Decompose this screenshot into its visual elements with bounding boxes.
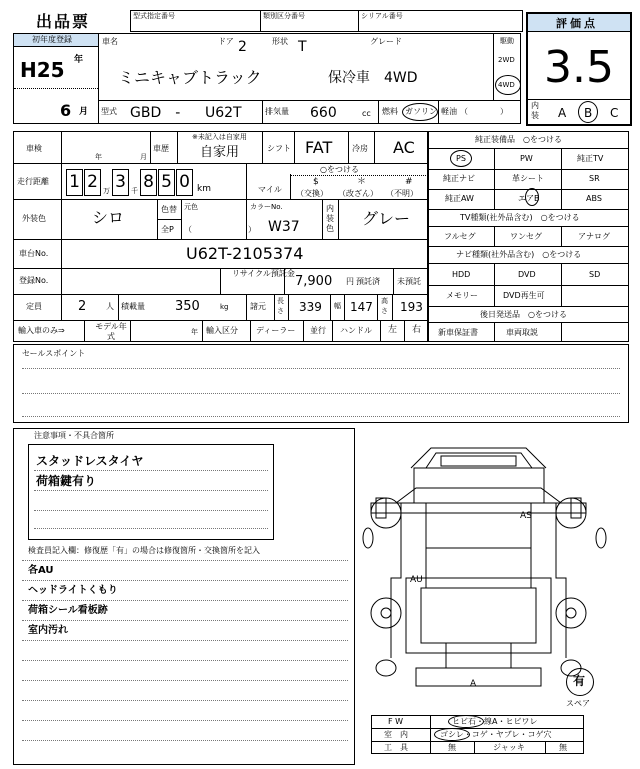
- equip-ps-circle: [450, 150, 472, 167]
- width-label: 幅: [334, 302, 341, 310]
- diagram-mark-as: AS: [520, 511, 532, 521]
- mileage-option-unknown: （不明）: [386, 189, 418, 198]
- model-year-label: モデル年式: [95, 322, 127, 341]
- handle-right: 右: [412, 325, 422, 335]
- interior-grade-c: C: [610, 106, 619, 120]
- interior-grade-a: A: [558, 106, 567, 120]
- inspection-month-unit: 月: [140, 153, 147, 161]
- deposit-paid: 預託済: [356, 277, 380, 286]
- odometer-digit-4: 8: [140, 169, 157, 196]
- interior-row-value: ゴシレ・コゲ・ヤブレ・コゲ穴: [440, 730, 552, 739]
- later-manual: 車両取説: [506, 328, 538, 337]
- equip-airbag: エアB: [518, 194, 540, 203]
- mileage-option-tampered: （改ざん）: [338, 189, 378, 198]
- mileage-unit-sen: 千: [131, 187, 138, 195]
- diagram-mark-a: A: [470, 679, 477, 689]
- interior-grade-label: 内装: [531, 101, 539, 120]
- chassis-number-label: 車台No.: [19, 249, 49, 258]
- equipment-title: 純正装備品 ○をつける: [475, 135, 562, 144]
- width-value: 147: [350, 300, 373, 314]
- fuel-value: ガソリン: [405, 107, 437, 116]
- mileage-label: 走行距離: [17, 177, 49, 186]
- type-designation-label: 型式指定番号: [133, 12, 175, 20]
- header-fields: [130, 10, 523, 32]
- fuel-label: 燃料: [382, 107, 398, 116]
- equip-tv: 純正TV: [577, 154, 604, 163]
- inspector-item-2: ヘッドライトくもり: [28, 585, 118, 596]
- import-type-label: 輸入区分: [206, 326, 238, 335]
- interior-grade-b: B: [584, 106, 593, 120]
- shape-label: 形状: [272, 37, 288, 46]
- car-name-value: ミニキャブトラック: [118, 68, 262, 87]
- navi-dvd-play: DVD再生可: [503, 291, 545, 300]
- vehicle-diagram: [356, 428, 628, 708]
- length-label: 長さ: [277, 297, 284, 315]
- tv-oneseg: ワンセグ: [510, 232, 542, 241]
- mileage-option-exchanged: （交換）: [296, 189, 328, 198]
- drive-2wd: 2WD: [498, 56, 515, 64]
- equip-sr: SR: [589, 174, 600, 183]
- car-name-label: 車名: [102, 37, 118, 46]
- equip-pw: PW: [520, 154, 533, 163]
- original-color-label: 元色: [184, 203, 198, 211]
- fw-label: F W: [388, 717, 404, 726]
- spare-label: スペア: [566, 699, 590, 708]
- import-parallel: 並行: [310, 326, 326, 335]
- registration-year-unit: 年: [74, 55, 84, 65]
- light-oil-label: 軽油: [441, 107, 457, 116]
- first-registration-label: 初年度登録: [32, 35, 72, 44]
- inspector-item-4: 室内汚れ: [28, 625, 68, 636]
- import-dealer: ディーラー: [256, 326, 296, 335]
- drive-4wd: 4WD: [498, 81, 515, 89]
- fuel-selected-circle: [402, 103, 438, 121]
- full-paint-label: 全P: [161, 225, 174, 234]
- deposit-unpaid: 未預託: [397, 277, 421, 286]
- interior-color-label: 内装色: [326, 204, 334, 233]
- interior-grade-selected-circle: [578, 101, 598, 123]
- ac-label: 冷房: [352, 144, 368, 153]
- mile-label: マイル: [258, 185, 282, 194]
- ac-value: AC: [393, 138, 415, 157]
- tools-cell-2: ジャッキ: [493, 743, 525, 752]
- sales-point-label: セールスポイント: [22, 349, 86, 358]
- equip-leather: 革シート: [512, 174, 544, 183]
- fw-value: ヒビ石・線A・ヒビワレ: [452, 717, 538, 726]
- inspection-year-unit: 年: [95, 153, 102, 161]
- odometer-digit-5: 5: [158, 169, 175, 196]
- color-no-value: W37: [268, 219, 300, 235]
- drive-selected-circle: [495, 75, 521, 95]
- note-item-1: スタッドレスタイヤ: [36, 454, 144, 468]
- mileage-unit-km: km: [197, 184, 211, 194]
- history-value: 自家用: [200, 145, 240, 160]
- spare-value: 有: [573, 674, 586, 688]
- inspector-item-3: 荷箱シール看板跡: [28, 605, 108, 616]
- handle-label: ハンドル: [340, 326, 372, 335]
- height-label: 高さ: [381, 297, 388, 315]
- navi-dvd: DVD: [518, 270, 536, 279]
- doors-value: 2: [238, 39, 247, 55]
- navi-memory: メモリー: [446, 291, 478, 300]
- score-label: 評価点: [556, 17, 598, 30]
- serial-number-label: シリアル番号: [361, 12, 403, 20]
- capacity-unit: 人: [106, 302, 114, 311]
- displacement-unit: cc: [362, 109, 371, 118]
- tv-analog: アナログ: [578, 232, 610, 241]
- inspector-item-1: 各AU: [28, 565, 54, 576]
- inspector-label: 検査員記入欄：修復歴「有」の場合は修復箇所・交換箇所を記入: [28, 546, 260, 555]
- mileage-unit-man: 万: [103, 187, 110, 195]
- model-label: 型式: [101, 107, 117, 116]
- later-warranty: 新車保証書: [438, 328, 478, 337]
- mileage-circle-note: ○をつける: [320, 165, 359, 174]
- grade-label: グレード: [370, 37, 402, 46]
- odometer-digit-1: 1: [66, 169, 83, 196]
- length-value: 339: [299, 300, 322, 314]
- capacity-label: 定員: [26, 302, 42, 311]
- capacity-value: 2: [78, 299, 87, 314]
- drive-header: 駆動: [500, 37, 514, 45]
- form-title: 出品票: [36, 12, 91, 31]
- load-unit: kg: [220, 303, 229, 311]
- navi-hdd: HDD: [452, 270, 471, 279]
- odometer-digit-2: 2: [84, 169, 101, 196]
- dims-label: 諸元: [250, 302, 266, 311]
- registration-number-label: 登録No.: [19, 276, 49, 285]
- mileage-option-tampered-symbol: ＊: [357, 177, 367, 187]
- navi-sd: SD: [589, 270, 601, 279]
- equip-airbag-circle: [525, 188, 539, 206]
- shift-value: FAT: [305, 138, 333, 157]
- repaint-label: 色替: [161, 205, 177, 214]
- odometer-digit-3: 3: [112, 169, 129, 196]
- later-title: 後日発送品 ○をつける: [480, 310, 567, 319]
- handle-left: 左: [388, 325, 398, 335]
- history-note: ※未記入は自家用: [192, 133, 247, 141]
- interior-row-circle: [434, 728, 470, 741]
- load-value: 350: [175, 299, 200, 314]
- shape-value: T: [298, 39, 307, 55]
- model-year-unit: 年: [191, 328, 198, 336]
- equip-aw: 純正AW: [445, 194, 474, 203]
- load-label: 積載量: [121, 302, 145, 311]
- equip-ps: PS: [456, 154, 466, 163]
- fw-circle: [448, 715, 484, 728]
- diagram-mark-au: AU: [410, 575, 423, 585]
- chassis-number-value: U62T-2105374: [186, 244, 304, 263]
- history-label: 車歴: [153, 144, 169, 153]
- recycle-label-1: リサイクル預託金: [232, 269, 295, 278]
- tv-title: TV種類(社外品含む) ○をつける: [460, 213, 580, 222]
- exterior-color-value: シロ: [92, 208, 125, 227]
- shift-label: シフト: [267, 144, 291, 153]
- tools-cell-3: 無: [559, 743, 567, 752]
- model-prefix: GBD -: [130, 105, 181, 121]
- recycle-value: 7,900: [295, 274, 333, 289]
- notes-label: 注意事項・不具合箇所: [34, 431, 114, 440]
- import-only-label: 輸入車のみ⇒: [18, 326, 65, 335]
- score-value: 3.5: [544, 42, 614, 93]
- exterior-color-label: 外装色: [22, 214, 46, 223]
- registration-year: H25: [20, 58, 65, 82]
- interior-row-label: 室 内: [384, 730, 408, 739]
- displacement-value: 660: [310, 105, 337, 121]
- mileage-option-unknown-symbol: #: [405, 177, 413, 187]
- sales-point-box: [13, 344, 629, 423]
- fuel-other-paren: （ ）: [460, 107, 508, 116]
- displacement-label: 排気量: [265, 107, 289, 116]
- tv-fullseg: フルセグ: [444, 232, 476, 241]
- doors-label: ドア: [218, 37, 234, 46]
- recycle-unit: 円: [346, 277, 354, 286]
- registration-month-unit: 月: [79, 107, 89, 117]
- mileage-option-exchanged-symbol: $: [313, 177, 319, 187]
- navi-title: ナビ種類(社外品含む) ○をつける: [456, 250, 582, 259]
- color-no-label: カラーNo.: [250, 203, 283, 211]
- odometer-digit-6: 0: [176, 169, 193, 196]
- equip-navi: 純正ナビ: [443, 174, 475, 183]
- model-value: U62T: [205, 105, 242, 121]
- interior-color-value: グレー: [362, 209, 411, 228]
- category-number-label: 類別区分番号: [263, 12, 305, 20]
- grade-value: 保冷車 4WD: [328, 70, 418, 86]
- height-value: 193: [400, 300, 423, 314]
- tools-label: 工 具: [384, 743, 408, 752]
- inspection-label: 車検: [26, 144, 42, 153]
- original-color-paren: （ ）: [184, 225, 256, 234]
- tools-cell-1: 無: [448, 743, 456, 752]
- registration-month: 6: [60, 101, 72, 120]
- note-item-2: 荷箱鍵有り: [36, 474, 97, 488]
- equip-abs: ABS: [586, 194, 602, 203]
